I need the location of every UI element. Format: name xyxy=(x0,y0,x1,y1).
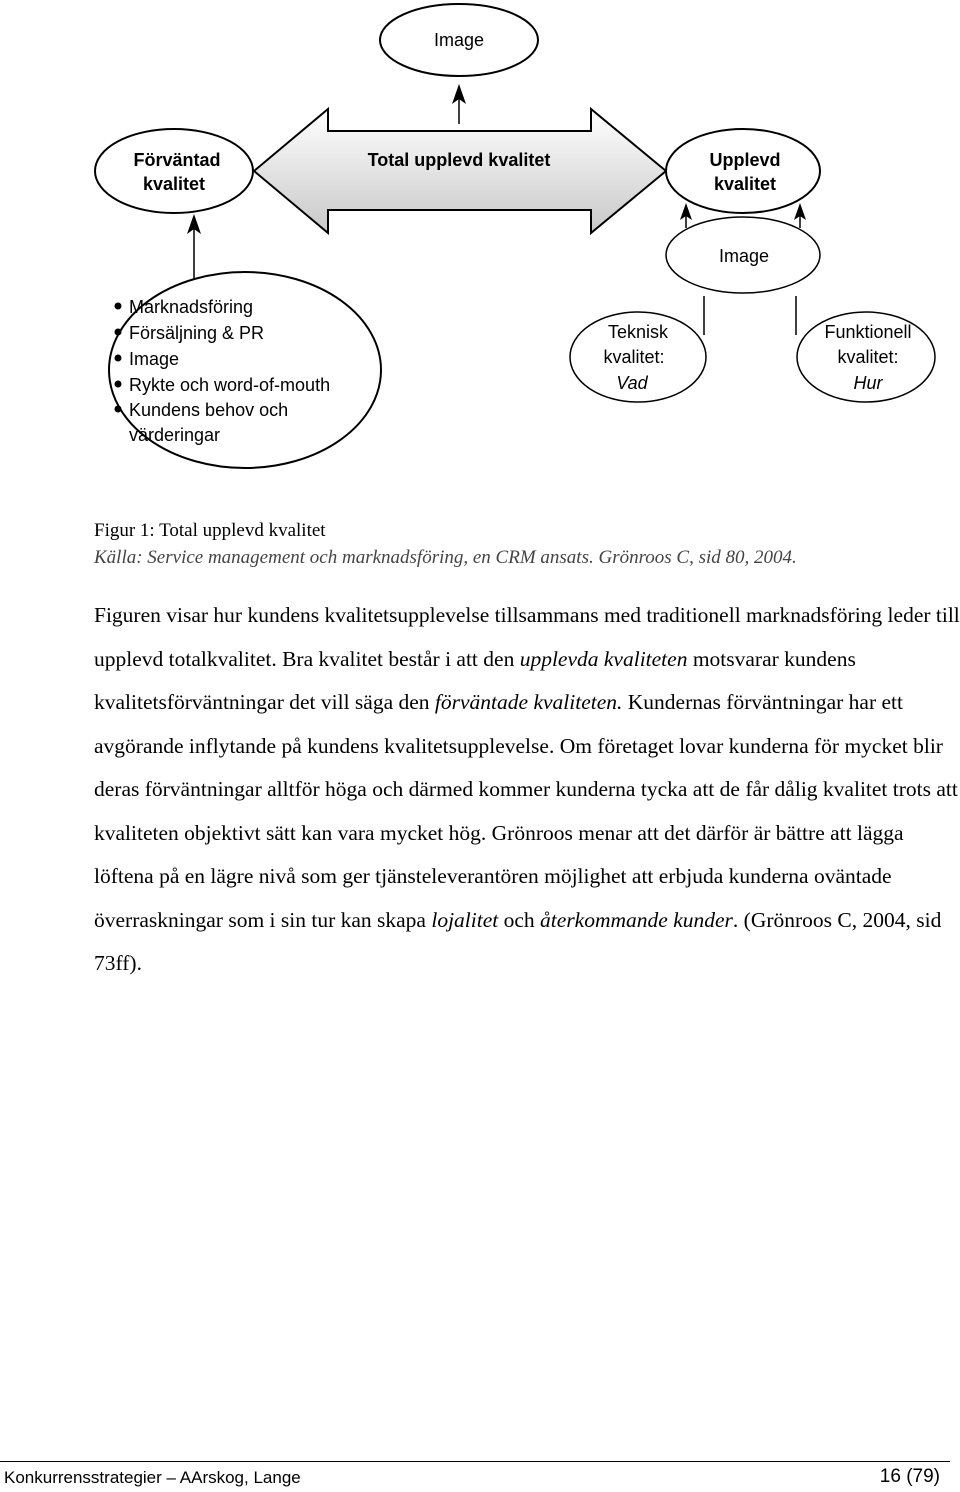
body-emphasis: upplevda kvaliteten xyxy=(519,646,688,671)
image-small-node xyxy=(666,217,820,293)
body-text-segment: och xyxy=(498,907,541,932)
body-text-segment: Kundernas förväntningar har ett avgörande inflytande på kundens kvalitetsupplevelse. Om företaget lovar kunderna för mycket blir deras förväntningar alltför höga och därmed kommer kunderna tycka att de får dålig kvalitet trots att kvaliteten objektivt sätt kan vara mycket hög. Grönroos menar att det därför är bättre att lägga löftena på en lägre nivå som ger tjänsteleverantören möjlighet att erbjuda kunderna oväntade överraskningar som i sin tur kan skapa xyxy=(94,690,958,932)
body-emphasis: förväntade kvaliteten. xyxy=(434,690,623,714)
bullet-icon xyxy=(115,303,122,310)
body-emphasis: lojalitet xyxy=(431,907,499,932)
expected-quality-node xyxy=(95,129,253,213)
page-number: 16 (79) xyxy=(879,1466,940,1487)
quality-diagram xyxy=(0,0,960,500)
image-top-node xyxy=(380,4,538,76)
expected-quality-line1: Förväntad xyxy=(133,150,221,170)
factors-node xyxy=(109,272,381,468)
body-text-segment: Figuren visar hur kundens kvalitetsupplevelse tillsammans med traditionell marknadsföring leder till upplevd totalkvalitet. Bra kvalitet består i att den xyxy=(94,603,960,671)
technical-quality-line1: Teknisk xyxy=(607,322,669,342)
body-emphasis: återkommande kunder xyxy=(540,907,733,932)
technical-quality-node xyxy=(570,312,706,402)
total-quality-label: Total upplevd kvalitet xyxy=(367,150,551,170)
factor-item: Försäljning & PR xyxy=(129,323,265,343)
figure-caption: Figur 1: Total upplevd kvalitet xyxy=(94,520,326,541)
factor-item: värderingar xyxy=(129,425,221,445)
functional-quality-node xyxy=(797,312,935,402)
footer-divider xyxy=(0,1461,950,1462)
arrow-up-icon xyxy=(680,203,692,228)
bullet-icon xyxy=(115,381,122,388)
experienced-quality-line1: Upplevd xyxy=(709,150,781,170)
factor-item: Image xyxy=(129,349,180,369)
experienced-quality-node xyxy=(666,129,820,213)
bullet-icon xyxy=(115,355,122,362)
figure-source: Källa: Service management och marknadsföring, en CRM ansats. Grönroos C, sid 80, 2004. xyxy=(94,547,797,568)
factor-item: Rykte och word-of-mouth xyxy=(129,375,331,395)
footer-title: Konkurrensstrategier – AArskog, Lange xyxy=(4,1468,301,1487)
technical-quality-line2: kvalitet: xyxy=(603,347,665,367)
body-text-segment: . (Grönroos C, 2004, sid 73ff). xyxy=(94,907,942,975)
arrow-up-icon xyxy=(794,203,806,228)
functional-quality-line2: kvalitet: xyxy=(837,347,899,367)
experienced-quality-line2: kvalitet xyxy=(713,174,777,194)
functional-quality-line3: Hur xyxy=(853,373,883,393)
functional-quality-line1: Funktionell xyxy=(824,322,912,342)
total-quality-double-arrow xyxy=(254,109,666,233)
arrow-up-icon xyxy=(452,84,466,124)
factor-item: Kundens behov och xyxy=(129,400,289,420)
image-small-label: Image xyxy=(718,246,770,266)
body-text-segment: motsvarar kundens kvalitetsförväntningar det vill säga den xyxy=(94,646,856,714)
image-top-label: Image xyxy=(433,30,485,50)
expected-quality-line2: kvalitet xyxy=(142,174,206,194)
bullet-icon xyxy=(115,406,122,413)
bullet-icon xyxy=(115,329,122,336)
technical-quality-line3: Vad xyxy=(616,373,648,393)
factor-item: Marknadsföring xyxy=(129,297,254,317)
body-paragraph xyxy=(94,594,960,986)
